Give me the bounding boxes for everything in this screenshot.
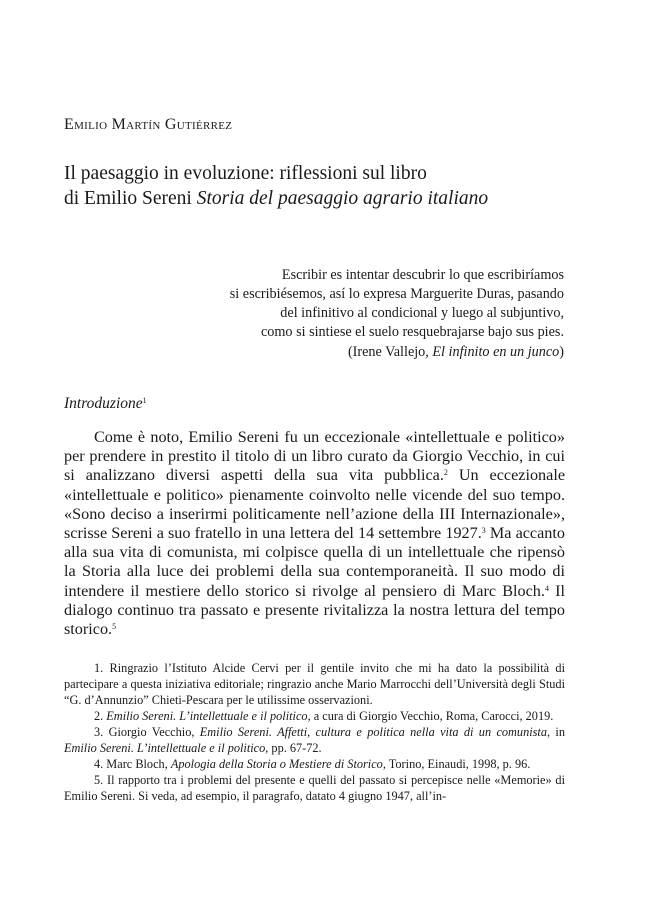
footnote-work-title: Emilio Sereni. L’intellettuale e il politico: [106, 709, 308, 723]
author-name: Emilio Martín Gutiérrez: [64, 116, 233, 133]
title-line-2: [64, 186, 604, 211]
footnote-text: , pp. 67-72.: [265, 741, 322, 755]
footnote-5: 5. Il rapporto tra i problemi del presente e quelli del passato si percepisce nelle «Memorie» di Emilio Sereni. Si veda, ad esempio, il paragrafo, datato 4 giugno 1947, all’in-: [64, 773, 565, 803]
epigraph-citation: [144, 343, 564, 362]
title-line-1: Il paesaggio in evoluzione: riflessioni sul libro: [64, 163, 427, 184]
footnote-text: , Torino, Einaudi, 1998, p. 96.: [382, 757, 531, 771]
footnote-work-title: Emilio Sereni. L’intellettuale e il politico: [64, 741, 266, 755]
citation-work: El infinito en un junco: [432, 344, 560, 360]
footnote-4: [64, 756, 565, 772]
body-sentence: Il dialogo continuo tra passato e presente rivitalizza la nostra lettura del tempo storico.: [64, 581, 565, 639]
book-title: Storia del paesaggio agrario italiano: [196, 188, 489, 209]
epigraph-line: del infinitivo al condicional y luego al subjuntivo,: [280, 305, 564, 321]
footnote-ref: 3: [481, 526, 486, 536]
epigraph-line: como si sintiese el suelo resquebrajarse bajo sus pies.: [261, 324, 564, 340]
article-title: [64, 161, 604, 211]
body-sentence: Ma accanto alla sua vita di comunista, mi colpisce quella di un intellettuale che ripensò la Storia alla luce dei problemi della sua contemporaneità. Il suo modo di intendere il mestiere dello storico si rivolge al pensiero di Marc Bloch.: [64, 524, 565, 600]
footnote-ref: 5: [112, 622, 117, 632]
footnote-3: [64, 724, 565, 756]
epigraph-line: si escribiésemos, así lo expresa Marguerite Duras, pasando: [229, 286, 564, 302]
footnote-text: 3. Giorgio Vecchio,: [94, 725, 200, 739]
footnote-work-title: Apologia della Storia o Mestiere di Storico: [170, 757, 383, 771]
citation-close: ): [559, 344, 564, 360]
footnote-ref: 4: [544, 583, 549, 593]
title-line-2-prefix: di Emilio Sereni: [64, 188, 197, 209]
footnote-number: 2.: [94, 709, 107, 723]
epigraph-line: Escribir es intentar descubrir lo que escribiríamos: [281, 267, 564, 283]
footnote-work-title: Emilio Sereni. Affetti, cultura e politica nella vita di un comunista: [199, 725, 547, 739]
section-heading-text: Introduzione: [64, 395, 143, 412]
footnotes: [64, 660, 565, 804]
body-sentence: Un eccezionale «intellettuale e politico» pienamente coinvolto nelle vicende del suo tempo. «Sono deciso a inserirmi politicamente nell’azione della III Internazionale», scrisse Sereni a suo fratello in una lettera del 14 settembre 1927.: [64, 466, 566, 543]
citation-open: (Irene Vallejo,: [347, 344, 433, 360]
footnote-ref: 1: [142, 396, 147, 405]
footnote-text: , in: [547, 725, 565, 739]
body-sentence: Come è noto, Emilio Sereni fu un eccezionale «intellettuale e politico» per prendere in prestito il titolo di un libro curato da Giorgio Vecchio, in cui si analizzano diversi aspetti della sua vita pubblica.: [64, 428, 565, 485]
footnote-1: 1. Ringrazio l’Istituto Alcide Cervi per il gentile invito che mi ha dato la possibilità di partecipare a questa iniziativa editoriale; ringrazio anche Mario Marrocchi dell’Università degli Studi “G. d’Annunzio” Chieti-Pescara per le utilissime osservazioni.: [64, 661, 565, 707]
footnote-text: , a cura di Giorgio Vecchio, Roma, Carocci, 2019.: [307, 709, 554, 723]
body-paragraph: [64, 428, 565, 639]
footnote-text: 4. Marc Bloch,: [94, 757, 171, 771]
footnote-2: [64, 708, 565, 724]
epigraph: [144, 266, 564, 362]
footnote-ref: 2: [443, 468, 448, 478]
section-heading: [64, 395, 147, 413]
